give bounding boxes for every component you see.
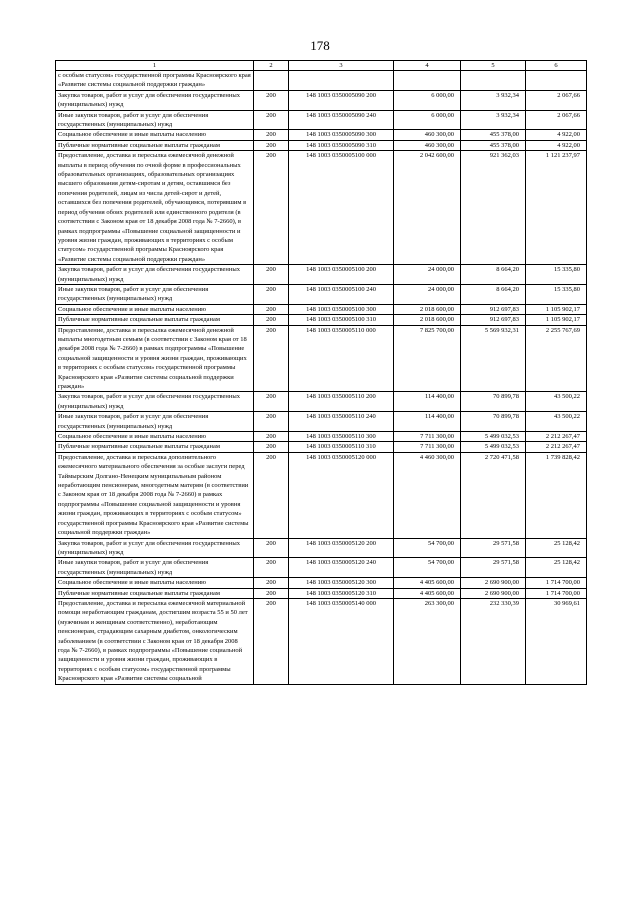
approved-amount-cell-text: 54 700,00 xyxy=(428,559,454,567)
classification-code-cell xyxy=(289,315,394,325)
code-cell xyxy=(254,392,289,412)
approved-amount-cell-text: 114 400,00 xyxy=(424,413,454,421)
executed-amount-cell xyxy=(461,304,526,314)
description-cell-text: Закупка товаров, работ и услуг для обеспечения государственных (муниципальных) нужд xyxy=(58,539,241,556)
executed-amount-cell xyxy=(461,90,526,110)
executed-amount-cell-text: 912 697,83 xyxy=(489,316,519,324)
classification-code-cell-text: 148 1003 0350005120 300 xyxy=(306,579,376,587)
code-cell-text: 200 xyxy=(266,393,276,401)
approved-amount-cell-text: 7 711 300,00 xyxy=(420,433,454,441)
executed-amount-cell xyxy=(461,538,526,558)
classification-code-cell xyxy=(289,598,394,684)
classification-code-cell xyxy=(289,140,394,150)
unexecuted-amount-cell-text: 1 714 700,00 xyxy=(545,579,580,587)
executed-amount-cell xyxy=(461,265,526,285)
executed-amount-cell xyxy=(461,315,526,325)
approved-amount-cell-text: 114 400,00 xyxy=(424,393,454,401)
classification-code-cell-text: 148 1003 0350005110 000 xyxy=(306,326,376,334)
code-cell-text: 200 xyxy=(266,443,276,451)
classification-code-cell-text: 148 1003 0350005120 000 xyxy=(306,453,376,461)
approved-amount-cell-text: 460 300,00 xyxy=(424,141,454,149)
code-cell-text: 200 xyxy=(266,599,276,607)
description-cell xyxy=(56,392,254,412)
code-cell-text: 200 xyxy=(266,285,276,293)
description-cell-text: Закупка товаров, работ и услуг для обеспечения государственных (муниципальных) нужд xyxy=(58,266,241,283)
classification-code-cell-text: 148 1003 0350005110 310 xyxy=(306,443,376,451)
description-cell xyxy=(56,71,254,91)
executed-amount-cell-text: 29 571,58 xyxy=(493,559,519,567)
unexecuted-amount-cell xyxy=(526,71,587,91)
description-cell xyxy=(56,452,254,538)
description-cell xyxy=(56,140,254,150)
code-cell xyxy=(254,412,289,432)
description-cell xyxy=(56,110,254,130)
executed-amount-cell xyxy=(461,578,526,588)
approved-amount-cell-text: 7 711 300,00 xyxy=(420,443,454,451)
code-cell-text: 200 xyxy=(266,559,276,567)
approved-amount-cell-text: 24 000,00 xyxy=(428,285,454,293)
description-cell xyxy=(56,130,254,140)
header-col-5: 5 xyxy=(461,61,526,71)
approved-amount-cell xyxy=(394,392,461,412)
approved-amount-cell xyxy=(394,315,461,325)
table-row xyxy=(56,71,587,91)
executed-amount-cell xyxy=(461,151,526,265)
approved-amount-cell xyxy=(394,90,461,110)
classification-code-cell xyxy=(289,558,394,578)
description-cell xyxy=(56,284,254,304)
executed-amount-cell-text: 921 362,03 xyxy=(489,152,519,160)
executed-amount-cell-text: 455 378,00 xyxy=(489,131,519,139)
classification-code-cell-text: 148 1003 0350005110 240 xyxy=(306,413,376,421)
executed-amount-cell-text: 3 932,34 xyxy=(496,111,519,119)
approved-amount-cell xyxy=(394,578,461,588)
classification-code-cell-text: 148 1003 0350005140 000 xyxy=(306,599,376,607)
executed-amount-cell-text: 29 571,58 xyxy=(493,539,519,547)
classification-code-cell xyxy=(289,110,394,130)
classification-code-cell xyxy=(289,578,394,588)
approved-amount-cell xyxy=(394,588,461,598)
unexecuted-amount-cell xyxy=(526,588,587,598)
classification-code-cell xyxy=(289,90,394,110)
approved-amount-cell xyxy=(394,558,461,578)
executed-amount-cell xyxy=(461,110,526,130)
approved-amount-cell-text: 263 300,00 xyxy=(424,599,454,607)
code-cell-text: 200 xyxy=(266,413,276,421)
code-cell xyxy=(254,578,289,588)
table-row xyxy=(56,130,587,140)
table-row xyxy=(56,598,587,684)
executed-amount-cell xyxy=(461,598,526,684)
table-row xyxy=(56,442,587,452)
code-cell-text: 200 xyxy=(266,152,276,160)
table-row xyxy=(56,284,587,304)
unexecuted-amount-cell xyxy=(526,452,587,538)
approved-amount-cell-text: 4 405 600,00 xyxy=(419,579,454,587)
approved-amount-cell xyxy=(394,110,461,130)
table-row xyxy=(56,578,587,588)
approved-amount-cell-text: 2 042 600,00 xyxy=(419,152,454,160)
classification-code-cell xyxy=(289,588,394,598)
unexecuted-amount-cell xyxy=(526,304,587,314)
description-cell-text: Иные закупки товаров, работ и услуг для обеспечения государственных (муниципальных) нужд xyxy=(58,559,209,576)
approved-amount-cell xyxy=(394,71,461,91)
unexecuted-amount-cell-text: 2 067,66 xyxy=(557,111,580,119)
header-col-3: 3 xyxy=(289,61,394,71)
unexecuted-amount-cell-text: 2 067,66 xyxy=(557,91,580,99)
code-cell xyxy=(254,130,289,140)
classification-code-cell xyxy=(289,130,394,140)
classification-code-cell xyxy=(289,325,394,392)
approved-amount-cell xyxy=(394,151,461,265)
description-cell xyxy=(56,304,254,314)
approved-amount-cell xyxy=(394,452,461,538)
unexecuted-amount-cell-text: 2 212 267,47 xyxy=(545,443,580,451)
code-cell-text: 200 xyxy=(266,453,276,461)
table-row xyxy=(56,90,587,110)
unexecuted-amount-cell xyxy=(526,598,587,684)
description-cell-text: с особым статусом» государственной программы Красноярского края «Развитие системы социальной поддержки граждан» xyxy=(58,72,251,89)
code-cell-text: 200 xyxy=(266,589,276,597)
executed-amount-cell xyxy=(461,284,526,304)
executed-amount-cell-text: 912 697,83 xyxy=(489,305,519,313)
classification-code-cell-text: 148 1003 0350005090 300 xyxy=(306,131,376,139)
unexecuted-amount-cell xyxy=(526,284,587,304)
classification-code-cell-text: 148 1003 0350005120 200 xyxy=(306,539,376,547)
executed-amount-cell-text: 5 499 032,53 xyxy=(484,433,519,441)
code-cell-text: 200 xyxy=(266,433,276,441)
code-cell xyxy=(254,90,289,110)
unexecuted-amount-cell xyxy=(526,412,587,432)
approved-amount-cell-text: 2 018 600,00 xyxy=(419,305,454,313)
approved-amount-cell xyxy=(394,130,461,140)
header-col-4: 4 xyxy=(394,61,461,71)
code-cell-text: 200 xyxy=(266,316,276,324)
table-row xyxy=(56,315,587,325)
classification-code-cell xyxy=(289,538,394,558)
unexecuted-amount-cell xyxy=(526,140,587,150)
unexecuted-amount-cell-text: 15 335,80 xyxy=(554,266,580,274)
unexecuted-amount-cell-text: 1 105 902,17 xyxy=(545,305,580,313)
code-cell-text: 200 xyxy=(266,326,276,334)
description-cell xyxy=(56,558,254,578)
classification-code-cell xyxy=(289,284,394,304)
executed-amount-cell xyxy=(461,558,526,578)
description-cell xyxy=(56,315,254,325)
description-cell-text: Закупка товаров, работ и услуг для обеспечения государственных (муниципальных) нужд xyxy=(58,393,241,410)
executed-amount-cell xyxy=(461,325,526,392)
description-cell-text: Иные закупки товаров, работ и услуг для обеспечения государственных (муниципальных) нужд xyxy=(58,285,209,303)
table-row xyxy=(56,588,587,598)
table-row xyxy=(56,452,587,538)
table-row xyxy=(56,140,587,150)
description-cell-text: Предоставление, доставка и пересылка ежемесячной денежной выплаты многодетным семьям (в соответствии с Законом края от 18 декабря 2008 года № 7-2660) в рамках подпрограммы «Повышение социальной защищенности и уровня жизни граждан, проживающих в территориях с особым статусом» государственной программы Красноярского края «Развитие системы социальной поддержки граждан» xyxy=(58,326,247,390)
description-cell-text: Предоставление, доставка и пересылка ежемесячной материальной помощи неработающим гражданам, достигшим возраста 55 и 50 лет (мужчинам и женщинам соответственно), неработающим пенсионерам, страдающим сахарным диабетом, онкологическим заболеванием (в соответствии с Законом края от 18 декабря 2008 года № 7-2660), в рамках подпрограммы «Повышение социальной защищенности и уровня жизни граждан, проживающих в территориях с особым статусом» государственной программы Красноярского края «Развитие системы социальной xyxy=(58,599,248,683)
code-cell-text: 200 xyxy=(266,305,276,313)
description-cell xyxy=(56,598,254,684)
unexecuted-amount-cell-text: 2 212 267,47 xyxy=(545,433,580,441)
executed-amount-cell xyxy=(461,71,526,91)
unexecuted-amount-cell xyxy=(526,432,587,442)
classification-code-cell xyxy=(289,442,394,452)
approved-amount-cell-text: 2 018 600,00 xyxy=(419,316,454,324)
unexecuted-amount-cell-text: 30 969,61 xyxy=(554,599,580,607)
classification-code-cell-text: 148 1003 0350005100 300 xyxy=(306,305,376,313)
unexecuted-amount-cell xyxy=(526,151,587,265)
table-row xyxy=(56,558,587,578)
code-cell-text: 200 xyxy=(266,131,276,139)
unexecuted-amount-cell xyxy=(526,538,587,558)
classification-code-cell xyxy=(289,412,394,432)
description-cell xyxy=(56,412,254,432)
description-cell xyxy=(56,588,254,598)
unexecuted-amount-cell xyxy=(526,325,587,392)
code-cell xyxy=(254,151,289,265)
page-number: 178 xyxy=(310,38,330,53)
executed-amount-cell xyxy=(461,452,526,538)
unexecuted-amount-cell-text: 43 500,22 xyxy=(554,393,580,401)
table-row xyxy=(56,538,587,558)
executed-amount-cell-text: 8 664,20 xyxy=(496,266,519,274)
code-cell xyxy=(254,325,289,392)
approved-amount-cell-text: 7 825 700,00 xyxy=(419,326,454,334)
budget-table xyxy=(55,60,587,685)
classification-code-cell-text: 148 1003 0350005110 300 xyxy=(306,433,376,441)
executed-amount-cell xyxy=(461,130,526,140)
table-row xyxy=(56,304,587,314)
classification-code-cell-text: 148 1003 0350005090 200 xyxy=(306,91,376,99)
unexecuted-amount-cell xyxy=(526,110,587,130)
classification-code-cell xyxy=(289,71,394,91)
code-cell xyxy=(254,598,289,684)
code-cell xyxy=(254,538,289,558)
code-cell xyxy=(254,110,289,130)
unexecuted-amount-cell xyxy=(526,392,587,412)
code-cell xyxy=(254,558,289,578)
code-cell-text: 200 xyxy=(266,91,276,99)
approved-amount-cell-text: 6 000,00 xyxy=(431,91,454,99)
code-cell xyxy=(254,432,289,442)
approved-amount-cell xyxy=(394,284,461,304)
executed-amount-cell-text: 2 690 900,00 xyxy=(484,579,519,587)
code-cell-text: 200 xyxy=(266,111,276,119)
description-cell-text: Социальное обеспечение и иные выплаты населению xyxy=(58,433,207,441)
header-col-2: 2 xyxy=(254,61,289,71)
executed-amount-cell xyxy=(461,588,526,598)
unexecuted-amount-cell xyxy=(526,90,587,110)
executed-amount-cell-text: 5 499 032,53 xyxy=(484,443,519,451)
executed-amount-cell-text: 232 330,39 xyxy=(489,599,519,607)
description-cell xyxy=(56,578,254,588)
classification-code-cell-text: 148 1003 0350005100 310 xyxy=(306,316,376,324)
classification-code-cell xyxy=(289,432,394,442)
classification-code-cell xyxy=(289,452,394,538)
code-cell xyxy=(254,442,289,452)
code-cell-text: 200 xyxy=(266,266,276,274)
approved-amount-cell xyxy=(394,325,461,392)
unexecuted-amount-cell xyxy=(526,130,587,140)
table-row xyxy=(56,265,587,285)
classification-code-cell-text: 148 1003 0350005110 200 xyxy=(306,393,376,401)
description-cell-text: Социальное обеспечение и иные выплаты населению xyxy=(58,131,207,139)
classification-code-cell-text: 148 1003 0350005120 240 xyxy=(306,559,376,567)
approved-amount-cell-text: 4 405 600,00 xyxy=(419,589,454,597)
code-cell-text: 200 xyxy=(266,539,276,547)
approved-amount-cell-text: 4 460 300,00 xyxy=(419,453,454,461)
approved-amount-cell xyxy=(394,265,461,285)
executed-amount-cell-text: 2 720 471,58 xyxy=(484,453,519,461)
executed-amount-cell xyxy=(461,412,526,432)
header-col-1: 1 xyxy=(56,61,254,71)
executed-amount-cell-text: 70 899,78 xyxy=(493,393,519,401)
table-row xyxy=(56,412,587,432)
unexecuted-amount-cell xyxy=(526,578,587,588)
table-body xyxy=(56,71,587,685)
approved-amount-cell xyxy=(394,412,461,432)
approved-amount-cell xyxy=(394,304,461,314)
table-row xyxy=(56,392,587,412)
description-cell-text: Публичные нормативные социальные выплаты гражданам xyxy=(58,141,221,149)
executed-amount-cell xyxy=(461,442,526,452)
executed-amount-cell-text: 70 899,78 xyxy=(493,413,519,421)
description-cell-text: Публичные нормативные социальные выплаты гражданам xyxy=(58,316,221,324)
description-cell-text: Закупка товаров, работ и услуг для обеспечения государственных (муниципальных) нужд xyxy=(58,91,241,109)
unexecuted-amount-cell xyxy=(526,558,587,578)
description-cell-text: Публичные нормативные социальные выплаты гражданам xyxy=(58,589,221,597)
unexecuted-amount-cell-text: 25 128,42 xyxy=(554,539,580,547)
code-cell xyxy=(254,140,289,150)
approved-amount-cell xyxy=(394,442,461,452)
code-cell xyxy=(254,315,289,325)
executed-amount-cell-text: 2 690 900,00 xyxy=(484,589,519,597)
unexecuted-amount-cell-text: 1 121 237,97 xyxy=(545,152,580,160)
approved-amount-cell xyxy=(394,432,461,442)
unexecuted-amount-cell-text: 43 500,22 xyxy=(554,413,580,421)
table-row xyxy=(56,325,587,392)
classification-code-cell xyxy=(289,392,394,412)
classification-code-cell xyxy=(289,265,394,285)
code-cell xyxy=(254,304,289,314)
description-cell xyxy=(56,90,254,110)
description-cell-text: Иные закупки товаров, работ и услуг для обеспечения государственных (муниципальных) нужд xyxy=(58,413,209,430)
table-row xyxy=(56,151,587,265)
classification-code-cell-text: 148 1003 0350005100 000 xyxy=(306,152,376,160)
description-cell-text: Иные закупки товаров, работ и услуг для обеспечения государственных (муниципальных) нужд xyxy=(58,111,209,129)
unexecuted-amount-cell-text: 4 922,00 xyxy=(557,141,580,149)
description-cell xyxy=(56,151,254,265)
classification-code-cell-text: 148 1003 0350005100 240 xyxy=(306,285,376,293)
description-cell-text: Предоставление, доставка и пересылка дополнительного ежемесячного материального обеспечения за особые заслуги перед Таймырским Долгано-Ненецким муниципальным районом неработающим пенсионерам, многодетным матерям (в соответствии с Законом края от 18 декабря 2008 года № 7-2660) в рамках подпрограммы «Повышение социальной защищенности и уровня жизни граждан, проживающих в территориях с особым статусом» государственной программы Красноярского края «Развитие системы социальной поддержки граждан» xyxy=(58,453,249,537)
executed-amount-cell-text: 455 378,00 xyxy=(489,141,519,149)
unexecuted-amount-cell-text: 4 922,00 xyxy=(557,131,580,139)
header-col-6: 6 xyxy=(526,61,587,71)
unexecuted-amount-cell xyxy=(526,315,587,325)
code-cell xyxy=(254,588,289,598)
approved-amount-cell xyxy=(394,598,461,684)
executed-amount-cell-text: 5 569 932,31 xyxy=(484,326,519,334)
approved-amount-cell-text: 54 700,00 xyxy=(428,539,454,547)
approved-amount-cell xyxy=(394,538,461,558)
description-cell-text: Социальное обеспечение и иные выплаты населению xyxy=(58,579,207,587)
approved-amount-cell xyxy=(394,140,461,150)
code-cell-text: 200 xyxy=(266,141,276,149)
executed-amount-cell-text: 8 664,20 xyxy=(496,285,519,293)
code-cell xyxy=(254,284,289,304)
classification-code-cell-text: 148 1003 0350005090 310 xyxy=(306,141,376,149)
unexecuted-amount-cell xyxy=(526,442,587,452)
table-header-row xyxy=(56,61,587,71)
classification-code-cell xyxy=(289,304,394,314)
code-cell-text: 200 xyxy=(266,579,276,587)
description-cell xyxy=(56,538,254,558)
description-cell-text: Социальное обеспечение и иные выплаты населению xyxy=(58,305,207,313)
code-cell xyxy=(254,265,289,285)
approved-amount-cell-text: 6 000,00 xyxy=(431,111,454,119)
unexecuted-amount-cell-text: 1 739 828,42 xyxy=(545,453,580,461)
approved-amount-cell-text: 24 000,00 xyxy=(428,266,454,274)
executed-amount-cell xyxy=(461,140,526,150)
table-row xyxy=(56,432,587,442)
classification-code-cell-text: 148 1003 0350005100 200 xyxy=(306,266,376,274)
code-cell xyxy=(254,452,289,538)
approved-amount-cell-text: 460 300,00 xyxy=(424,131,454,139)
description-cell-text: Публичные нормативные социальные выплаты гражданам xyxy=(58,443,221,451)
executed-amount-cell xyxy=(461,432,526,442)
executed-amount-cell-text: 3 932,34 xyxy=(496,91,519,99)
unexecuted-amount-cell-text: 2 255 767,69 xyxy=(545,326,580,334)
unexecuted-amount-cell-text: 25 128,42 xyxy=(554,559,580,567)
executed-amount-cell xyxy=(461,392,526,412)
description-cell xyxy=(56,432,254,442)
unexecuted-amount-cell-text: 1 105 902,17 xyxy=(545,316,580,324)
code-cell xyxy=(254,71,289,91)
table-row xyxy=(56,110,587,130)
unexecuted-amount-cell-text: 1 714 700,00 xyxy=(545,589,580,597)
unexecuted-amount-cell-text: 15 335,80 xyxy=(554,285,580,293)
description-cell xyxy=(56,325,254,392)
unexecuted-amount-cell xyxy=(526,265,587,285)
classification-code-cell-text: 148 1003 0350005120 310 xyxy=(306,589,376,597)
classification-code-cell xyxy=(289,151,394,265)
description-cell xyxy=(56,265,254,285)
classification-code-cell-text: 148 1003 0350005090 240 xyxy=(306,111,376,119)
description-cell-text: Предоставление, доставка и пересылка ежемесячной денежной выплаты в период обучения по очной форме в профессиональных образовательных организациях, образовательных организациях высшего образования детям-сиротам и детям, оставшимся без попечения родителей, лицам из числа детей-сирот и детей, оставшихся без попечения родителей, обучающимся, потерявшим в период обучения обоих родителей или единственного родителя (в соответствии с Законом края от 18 декабря 2008 года № 7-2660), в рамках подпрограммы «Повышение социальной защищенности и уровня жизни граждан, проживающих в территориях с особым статусом» государственной программы Красноярского края «Развитие системы социальной поддержки граждан» xyxy=(58,152,247,263)
description-cell xyxy=(56,442,254,452)
